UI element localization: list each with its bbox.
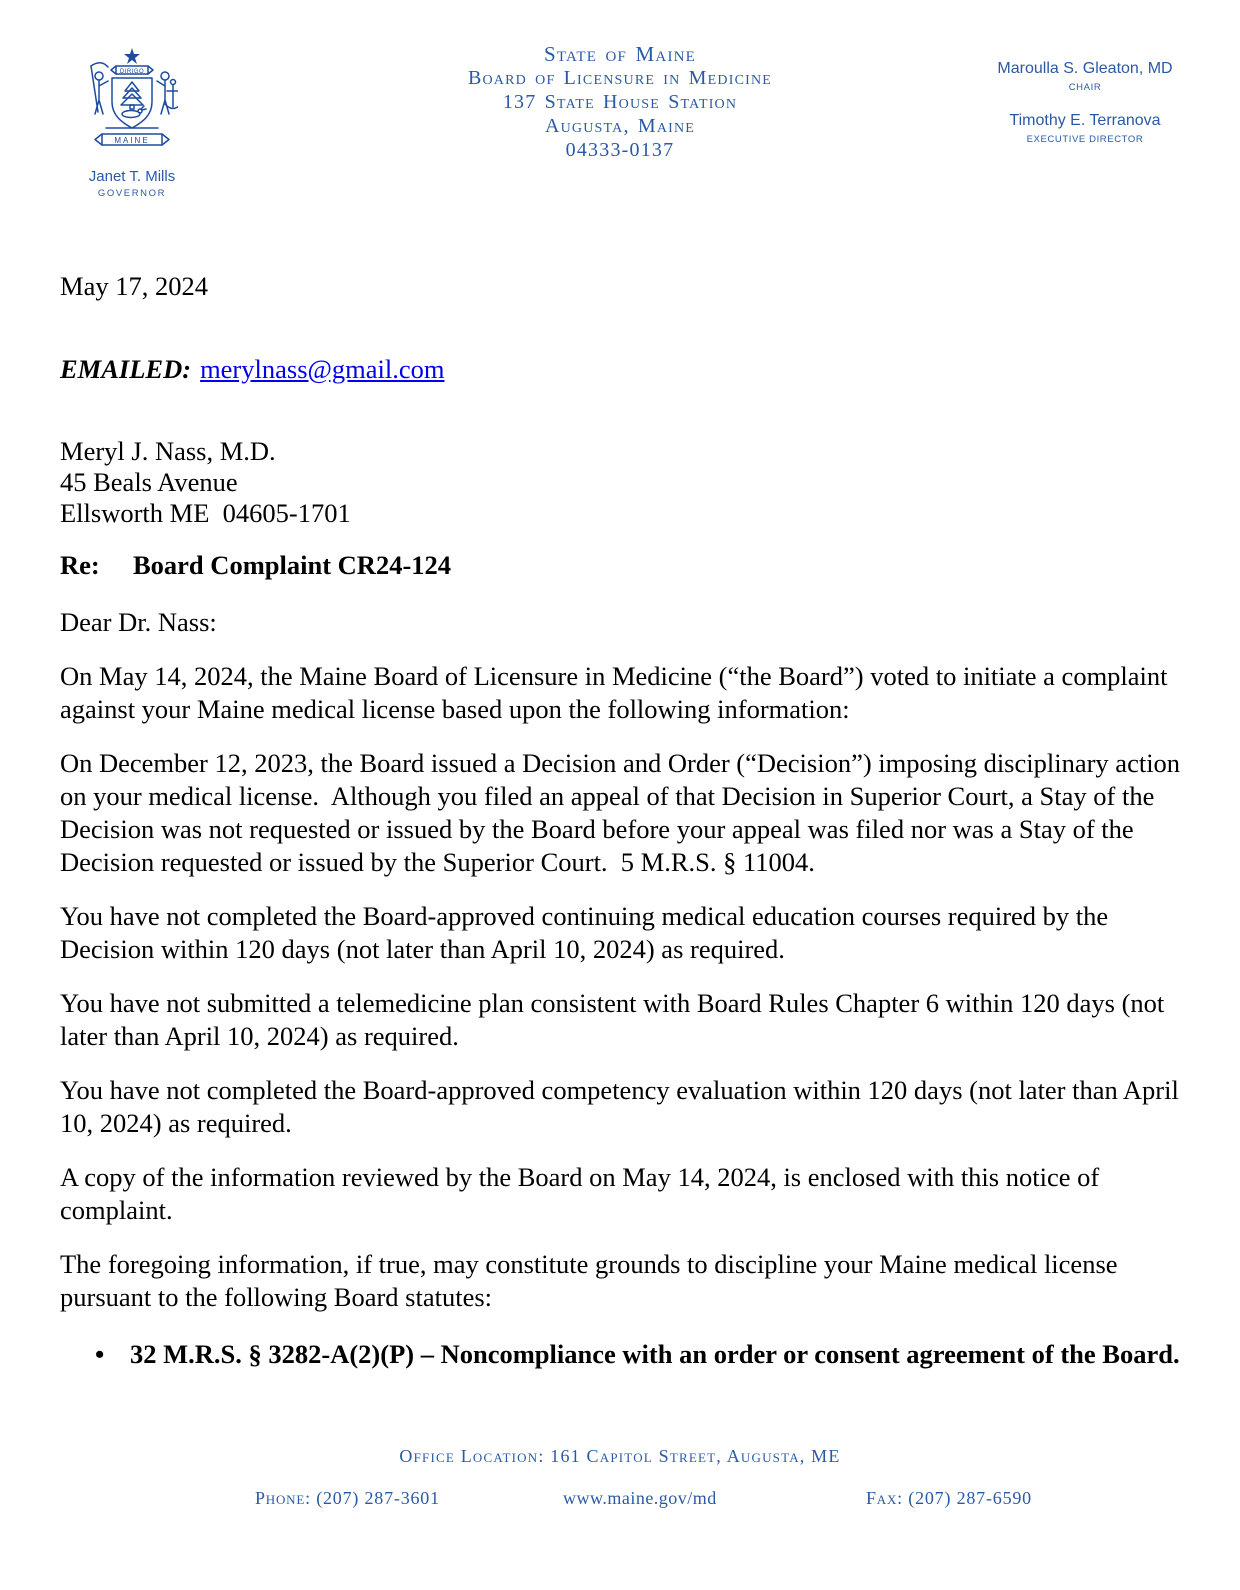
salutation: Dear Dr. Nass: (60, 607, 217, 637)
recipient-city-state-zip: Ellsworth ME 04605-1701 (60, 498, 351, 528)
recipient-name: Meryl J. Nass, M.D. (60, 436, 276, 466)
footer-website: www.maine.gov/md (563, 1488, 717, 1508)
paragraph-telemedicine-plan: You have not submitted a telemedicine plan consistent with Board Rules Chapter 6 within 120 days (not later than April 10, 2024) as required. (60, 988, 1171, 1051)
chair-title: CHAIR (1068, 82, 1102, 93)
letter-body (60, 270, 1190, 1371)
recipient-street: 45 Beals Avenue (60, 467, 238, 497)
paragraph-enclosed-copy: A copy of the information reviewed by the Board on May 14, 2024, is enclosed with this notice of complaint. (60, 1162, 1106, 1225)
board-officials-block (970, 60, 1200, 145)
footer-phone: Phone: (207) 287-3601 (255, 1488, 440, 1508)
recipient-address-block (60, 436, 1190, 529)
paragraph-complaint-initiated: On May 14, 2024, the Maine Board of Licensure in Medicine (“the Board”) voted to initiate a complaint against your Maine medical license based upon the following information: (60, 661, 1175, 724)
svg-text:DIRIGO: DIRIGO (119, 69, 145, 75)
agency-line-zip: 04333-0137 (565, 139, 675, 161)
letter-date: May 17, 2024 (60, 271, 208, 301)
emailed-line (60, 353, 1190, 386)
agency-line-city: Augusta, Maine (544, 115, 696, 137)
agency-line-street: 137 State House Station (502, 91, 738, 113)
emailed-label: EMAILED: (60, 354, 192, 384)
chair-name: Maroulla S. Gleaton, MD (997, 60, 1173, 77)
statute-bullet-text: 32 M.R.S. § 3282-A(2)(P) – Noncompliance with an order or consent agreement of the Board. (130, 1339, 1180, 1369)
executive-director-name: Timothy E. Terranova (1009, 112, 1161, 129)
official-executive-director (970, 112, 1200, 145)
agency-line-board: Board of Licensure in Medicine (467, 67, 773, 89)
bullet-marker: • (95, 1339, 105, 1369)
re-line (60, 549, 1190, 582)
footer-office-location: Office Location: 161 Capitol Street, Augusta, ME (399, 1446, 841, 1466)
footer-contacts-row (0, 1488, 1240, 1514)
governor-title: GOVERNOR (97, 188, 167, 199)
governor-name: Janet T. Mills (88, 168, 176, 185)
recipient-email-link[interactable]: merylnass@gmail.com (200, 354, 445, 384)
official-chair (970, 60, 1200, 93)
statute-bullet-item (60, 1338, 1190, 1371)
paragraph-competency-evaluation: You have not completed the Board-approved competency evaluation within 120 days (not later than April 10, 2024) as required. (60, 1075, 1186, 1138)
re-value: Board Complaint CR24-124 (133, 550, 452, 580)
paragraph-decision-and-order: On December 12, 2023, the Board issued a Decision and Order (“Decision”) imposing disciplinary action on your medical license. Although you filed an appeal of that Decision in Superior Court, a Stay of the Decision was not requested or issued by the Board before your appeal was filed nor was a Stay of the Decision requested or issued by the Superior Court. 5 M.R.S. § 11004. (60, 748, 1187, 877)
svg-text:MAINE: MAINE (114, 136, 150, 145)
paragraph-grounds-statutes: The foregoing information, if true, may constitute grounds to discipline your Maine medical license pursuant to the following Board statutes: (60, 1249, 1125, 1312)
re-label: Re: (60, 550, 100, 580)
agency-line-state: State of Maine (543, 42, 697, 66)
footer-fax: Fax: (207) 287-6590 (866, 1488, 1032, 1508)
executive-director-title: EXECUTIVE DIRECTOR (1026, 134, 1144, 145)
paragraph-cme-courses: You have not completed the Board-approved continuing medical education courses required by the Decision within 120 days (not later than April 10, 2024) as required. (60, 901, 1115, 964)
